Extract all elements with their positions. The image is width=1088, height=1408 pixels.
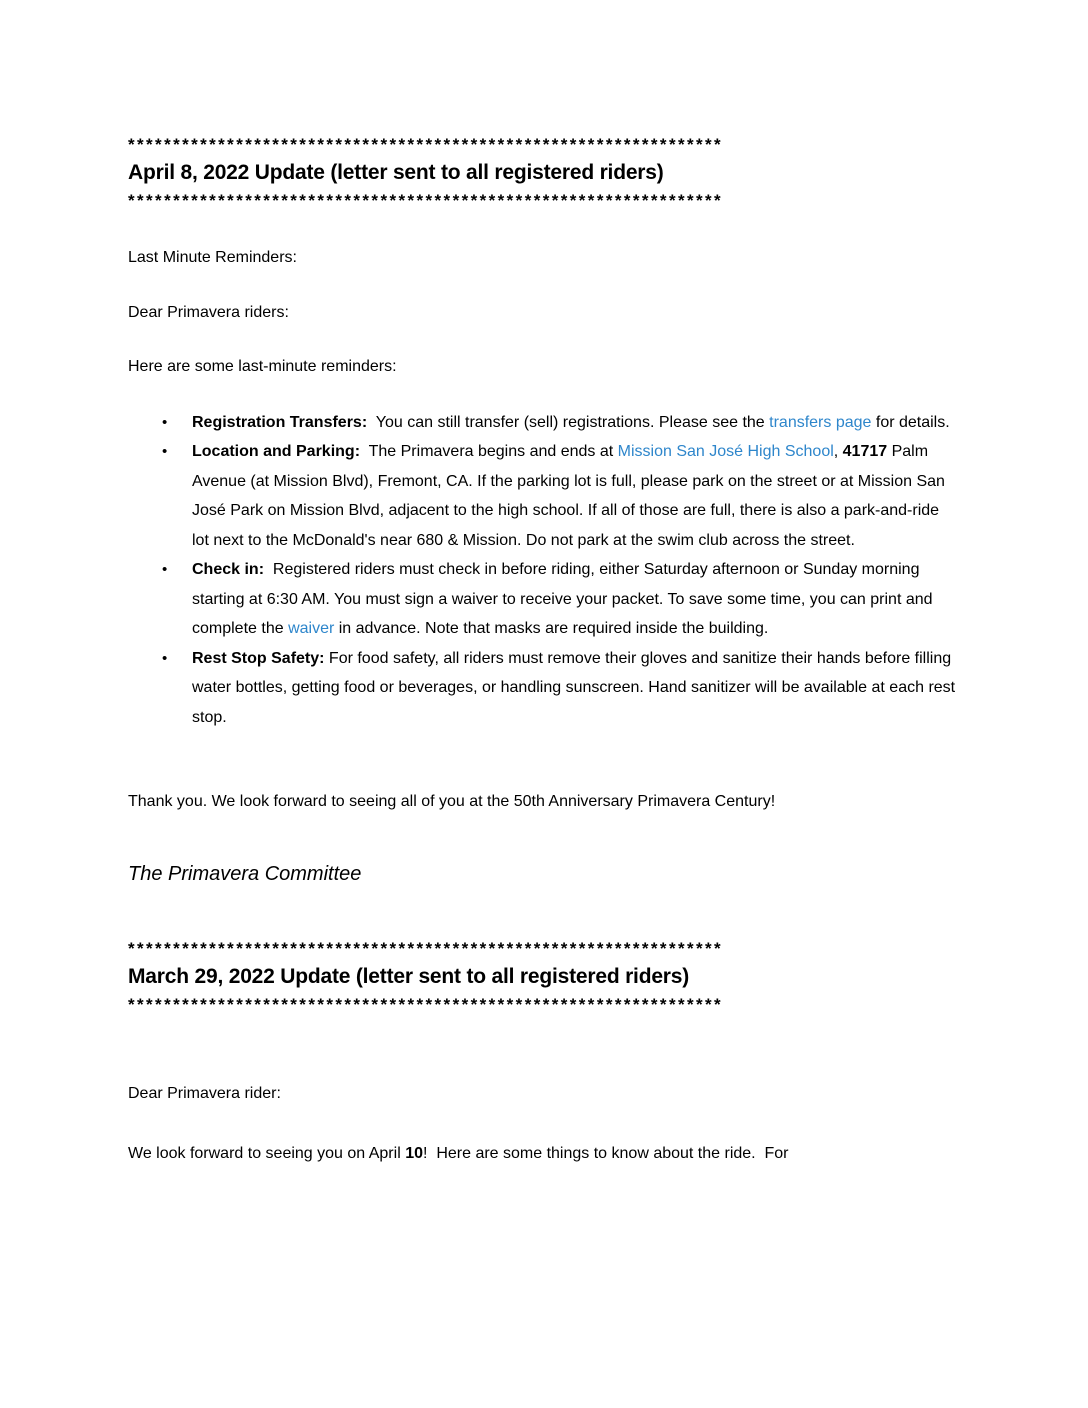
list-item-location-parking	[128, 437, 958, 555]
asterisk-separator: ******************************************************************	[128, 938, 724, 958]
paragraph-last-minute-reminders: Last Minute Reminders:	[128, 249, 297, 266]
paragraph-thank-you: Thank you. We look forward to seeing all of you at the 50th Anniversary Primavera Century!	[128, 793, 776, 810]
bullet-text-reststop	[192, 650, 960, 726]
address-number: 41717	[842, 443, 888, 460]
transfers-page-link[interactable]: transfers page	[769, 413, 872, 431]
waiver-link[interactable]: waiver	[288, 620, 335, 637]
date-number: 10	[405, 1145, 423, 1162]
list-item-rest-stop-safety	[128, 644, 958, 733]
bullet-label: Location and Parking:	[192, 443, 361, 460]
bullet-text: ,	[833, 443, 843, 460]
bullet-text: For food safety, all riders must remove their gloves and sanitize their hands before filling water bottles, getting food or beverages, or handling sunscreen. Hand sanitizer will be available at each rest stop.	[192, 649, 960, 726]
asterisk-separator: ******************************************************************	[128, 994, 724, 1014]
paragraph-look-forward-april-10	[128, 1139, 958, 1169]
bullet-icon: •	[162, 561, 168, 578]
list-item-check-in	[128, 555, 958, 644]
asterisk-separator: ******************************************************************	[128, 191, 724, 210]
intro-text: ! Here are some things to know about the ride. For	[422, 1145, 789, 1162]
bullet-text: Palm Avenue (at Mission Blvd), Fremont, CA. If the parking lot is full, please park on the street or at Mission San José Park on Mission Blvd, adjacent to the high school. If all of those are full, there is also a park-and-ride lot next to the McDonald's near 680 & Mission. Do not park at the swim club across the street.	[192, 443, 950, 549]
intro-text: We look forward to seeing you on April	[128, 1145, 406, 1162]
bullet-label: Registration Transfers:	[192, 413, 368, 431]
bullet-text: You can still transfer (sell) registrations. Please see the	[367, 413, 770, 431]
bullet-text: for details.	[871, 413, 950, 431]
bullet-text: The Primavera begins and ends at	[360, 443, 618, 460]
bullet-text-location	[192, 443, 949, 549]
bullet-text: in advance. Note that masks are required inside the building.	[334, 620, 769, 637]
bullet-text-checkin	[192, 561, 937, 637]
bullet-text: Registered riders must check in before riding, either Saturday afternoon or Sunday morning starting at 6:30 AM. You must sign a waiver to receive your packet. To save some time, you can print and complete the	[192, 561, 937, 637]
paragraph-dear-rider: Dear Primavera rider:	[128, 1084, 281, 1102]
mission-san-jose-high-school-link[interactable]: Mission San José High School	[617, 443, 834, 460]
signature-primavera-committee: The Primavera Committee	[128, 862, 362, 885]
paragraph-here-are-reminders: Here are some last-minute reminders:	[128, 358, 397, 375]
bullet-text-registration	[192, 414, 950, 431]
paragraph-dear-riders: Dear Primavera riders:	[128, 303, 289, 321]
bullet-label: Check in:	[192, 561, 265, 578]
bullet-icon: •	[162, 413, 168, 431]
section-heading-april-8-update: April 8, 2022 Update (letter sent to all registered riders)	[128, 161, 664, 184]
reminder-list	[128, 408, 958, 733]
bullet-label: Rest Stop Safety:	[192, 649, 325, 667]
bullet-icon: •	[162, 443, 168, 460]
section-heading-march-29-update: March 29, 2022 Update (letter sent to all registered riders)	[128, 964, 690, 988]
list-item-registration-transfers	[128, 408, 958, 438]
bullet-icon: •	[162, 649, 168, 667]
asterisk-separator: ******************************************************************	[128, 135, 724, 154]
